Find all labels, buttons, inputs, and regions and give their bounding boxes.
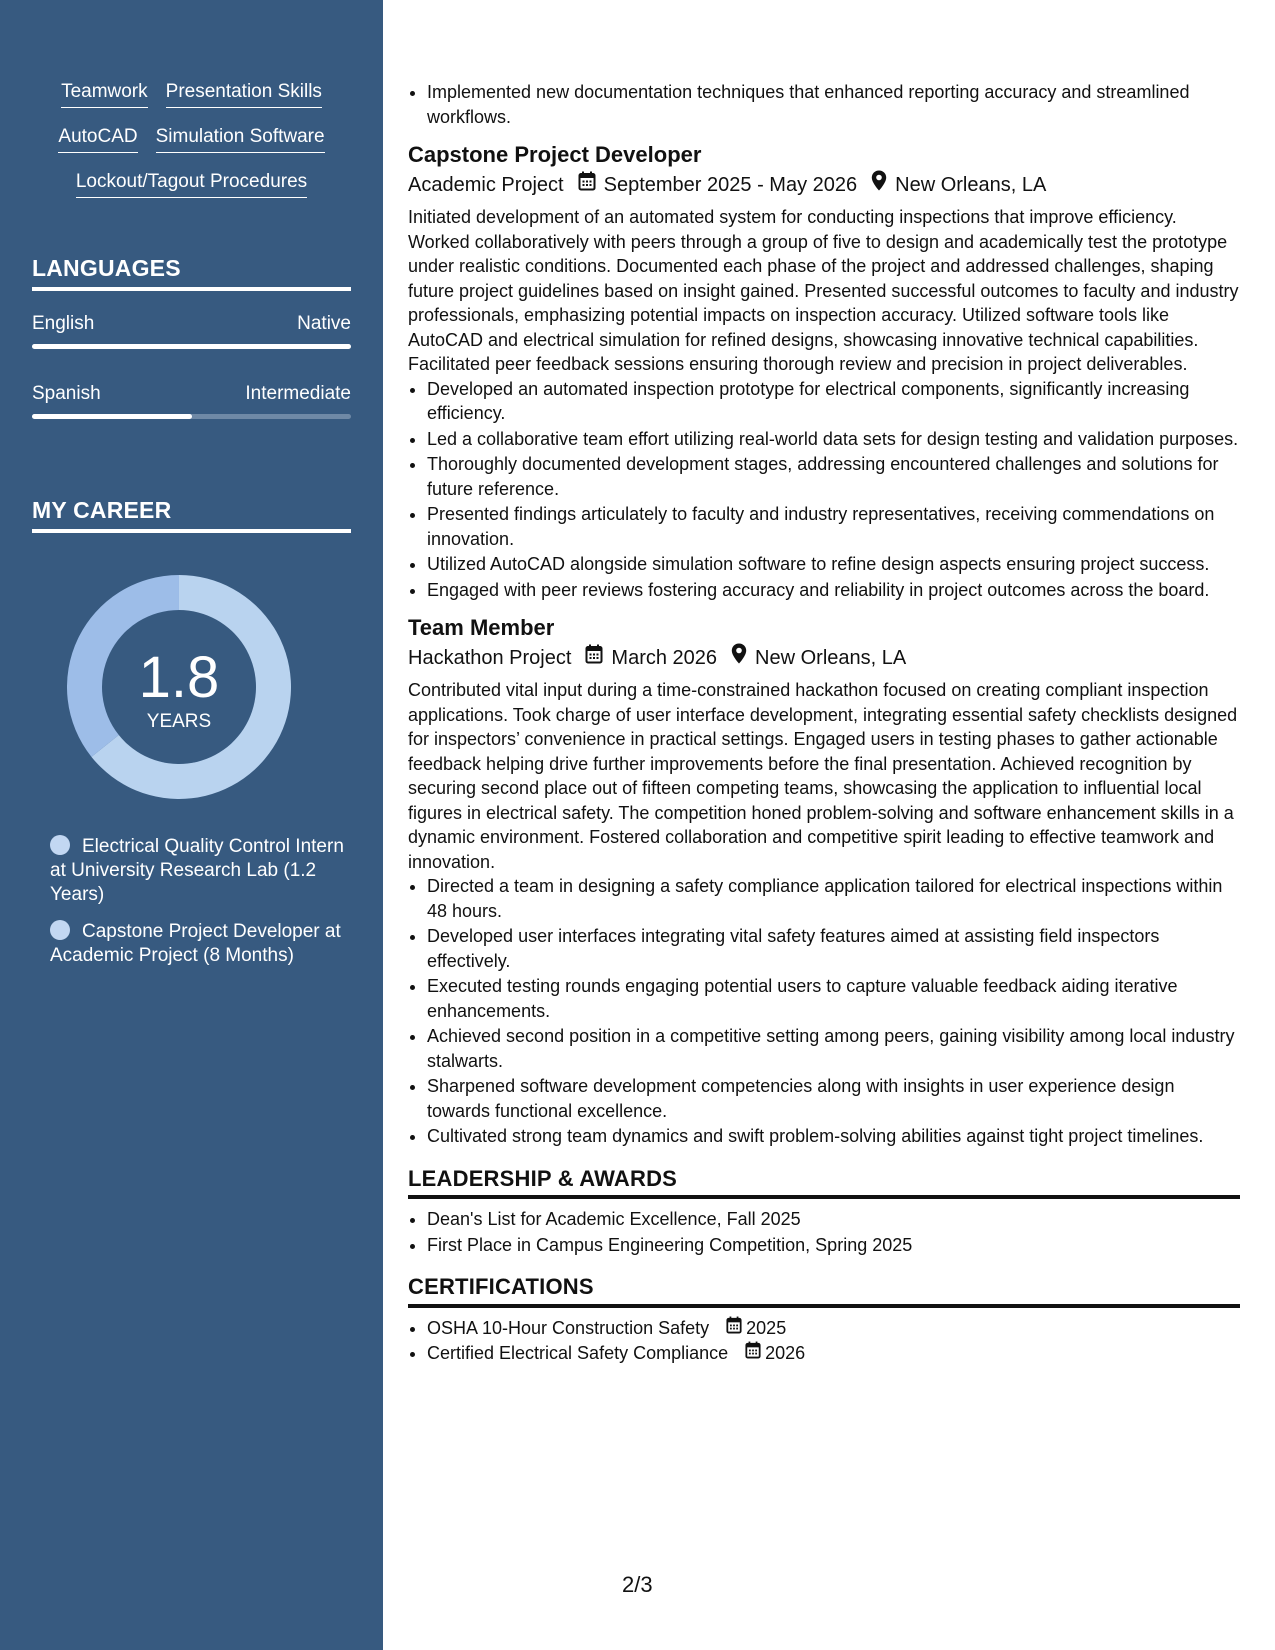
location-pin-icon bbox=[731, 643, 747, 673]
calendar-icon bbox=[726, 1316, 746, 1341]
skill-tag: Presentation Skills bbox=[166, 80, 322, 108]
language-item bbox=[32, 383, 351, 419]
certification-year: 2026 bbox=[765, 1343, 806, 1363]
job-title: Capstone Project Developer bbox=[408, 142, 702, 167]
location-pin-icon bbox=[871, 170, 887, 200]
job-organization: Hackathon Project bbox=[408, 647, 572, 669]
calendar-icon bbox=[578, 170, 596, 200]
list-item: • Led a collaborative team effort utilizing real-world data sets for design testing and validation purposes. bbox=[427, 427, 1240, 452]
language-name: Spanish bbox=[32, 383, 101, 404]
list-item: • Executed testing rounds engaging potential users to capture valuable feedback aiding iterative enhancements. bbox=[427, 974, 1240, 1023]
job-meta bbox=[408, 643, 1240, 673]
list-item: • Sharpened software development competencies along with insights in user experience design towards functional excellence. bbox=[427, 1074, 1240, 1123]
skills-list bbox=[0, 80, 383, 215]
leadership-heading: LEADERSHIP & AWARDS bbox=[408, 1167, 1240, 1200]
job-location: New Orleans, LA bbox=[895, 174, 1047, 196]
main-content bbox=[408, 80, 1240, 1367]
list-item: • Dean's List for Academic Excellence, Fall 2025 bbox=[427, 1207, 1240, 1232]
language-proficiency-bar bbox=[32, 414, 351, 419]
certification-name: OSHA 10-Hour Construction Safety bbox=[427, 1317, 710, 1338]
list-item: • Directed a team in designing a safety compliance application tailored for electrical inspections within 48 hours. bbox=[427, 874, 1240, 923]
language-item bbox=[32, 313, 351, 349]
career-legend-item bbox=[50, 835, 350, 907]
language-proficiency-fill bbox=[32, 344, 351, 349]
career-legend-label: Capstone Project Developer at Academic Project (8 Months) bbox=[50, 921, 341, 966]
certifications-list bbox=[408, 1316, 1240, 1366]
skill-tag: AutoCAD bbox=[58, 125, 137, 153]
skill-tag: Lockout/Tagout Procedures bbox=[76, 170, 307, 198]
language-level: Intermediate bbox=[245, 383, 351, 404]
career-legend bbox=[50, 835, 350, 981]
career-legend-item bbox=[50, 920, 350, 968]
list-item: • Utilized AutoCAD alongside simulation software to refine design aspects ensuring project success. bbox=[427, 552, 1240, 577]
intro-bullet-list bbox=[408, 80, 1240, 129]
calendar-icon bbox=[585, 643, 603, 673]
skills-row bbox=[0, 125, 383, 170]
job-title: Team Member bbox=[408, 615, 555, 640]
list-item: • Presented findings articulately to faculty and industry representatives, receiving commendations on innovation. bbox=[427, 502, 1240, 551]
job-description: Contributed vital input during a time-constrained hackathon focused on creating compliant inspection applications. Took charge of user interface development, integrating essential safety checklists designed for inspectors’ convenience in practical settings. Engaged users in testing phases to gather actionable feedback helping drive further improvements before the final presentation. Achieved recognition by securing second place out of fifteen competing teams, showcasing the application to influential local figures in electrical safety. The competition honed problem-solving and software enhancement skills in a dynamic environment. Fostered collaboration and competitive spirit leading to effective teamwork and innovation. bbox=[408, 680, 1238, 872]
career-legend-label: Electrical Quality Control Intern at University Research Lab (1.2 Years) bbox=[50, 836, 344, 905]
job-bullet-list bbox=[408, 874, 1240, 1149]
legend-dot-icon bbox=[50, 920, 70, 940]
list-item: • Developed user interfaces integrating vital safety features aimed at assisting field inspectors effectively. bbox=[427, 924, 1240, 973]
legend-dot-icon bbox=[50, 835, 70, 855]
languages-heading: LANGUAGES bbox=[32, 255, 351, 291]
leadership-list bbox=[408, 1207, 1240, 1257]
career-unit-label: YEARS bbox=[146, 711, 212, 732]
job-location: New Orleans, LA bbox=[755, 647, 907, 669]
list-item: • Achieved second position in a competitive setting among peers, gaining visibility among local industry stalwarts. bbox=[427, 1024, 1240, 1073]
calendar-icon bbox=[745, 1341, 765, 1366]
list-item: • Cultivated strong team dynamics and swift problem-solving abilities against tight project timelines. bbox=[427, 1124, 1240, 1149]
skills-row bbox=[0, 170, 383, 215]
certification-year: 2025 bbox=[746, 1317, 787, 1338]
job-dates: September 2025 - May 2026 bbox=[603, 174, 858, 196]
list-item bbox=[427, 1341, 1240, 1366]
language-proficiency-fill bbox=[32, 414, 192, 419]
job-dates: March 2026 bbox=[611, 647, 718, 669]
language-proficiency-bar bbox=[32, 344, 351, 349]
list-item bbox=[427, 1316, 1240, 1341]
list-item: • Implemented new documentation techniques that enhanced reporting accuracy and streamlined workflows. bbox=[427, 80, 1240, 129]
job-organization: Academic Project bbox=[408, 174, 564, 196]
page-number: 2/3 bbox=[622, 1572, 653, 1597]
skill-tag: Teamwork bbox=[61, 80, 148, 108]
list-item: • First Place in Campus Engineering Competition, Spring 2025 bbox=[427, 1233, 1240, 1258]
certifications-heading: CERTIFICATIONS bbox=[408, 1275, 1240, 1308]
certification-name: Certified Electrical Safety Compliance bbox=[427, 1343, 729, 1363]
job-bullet-list bbox=[408, 377, 1240, 603]
list-item: • Thoroughly documented development stages, addressing encountered challenges and solutions for future reference. bbox=[427, 452, 1240, 501]
job-meta bbox=[408, 170, 1240, 200]
list-item: • Engaged with peer reviews fostering accuracy and reliability in project outcomes across the board. bbox=[427, 578, 1240, 603]
sidebar bbox=[0, 0, 383, 1650]
list-item: • Developed an automated inspection prototype for electrical components, significantly increasing efficiency. bbox=[427, 377, 1240, 426]
career-total-years: 1.8 bbox=[138, 645, 220, 710]
job-description: Initiated development of an automated system for conducting inspections that improve efficiency. Worked collaboratively with peers through a group of five to design and academically test the prototype under realistic conditions. Documented each phase of the project and addressed challenges, shaping future project guidelines based on insight gained. Presented successful outcomes to faculty and industry professionals, emphasizing potential impacts on inspection accuracy. Utilized software tools like AutoCAD and electrical simulation for refined designs, showcasing innovative technical capabilities. Facilitated peer feedback sessions ensuring thorough review and precision in project deliverables. bbox=[408, 207, 1239, 374]
language-level: Native bbox=[297, 313, 351, 334]
skill-tag: Simulation Software bbox=[156, 125, 325, 153]
career-donut-chart bbox=[67, 575, 291, 799]
language-name: English bbox=[32, 313, 95, 334]
skills-row bbox=[0, 80, 383, 125]
career-heading: MY CAREER bbox=[32, 497, 351, 533]
